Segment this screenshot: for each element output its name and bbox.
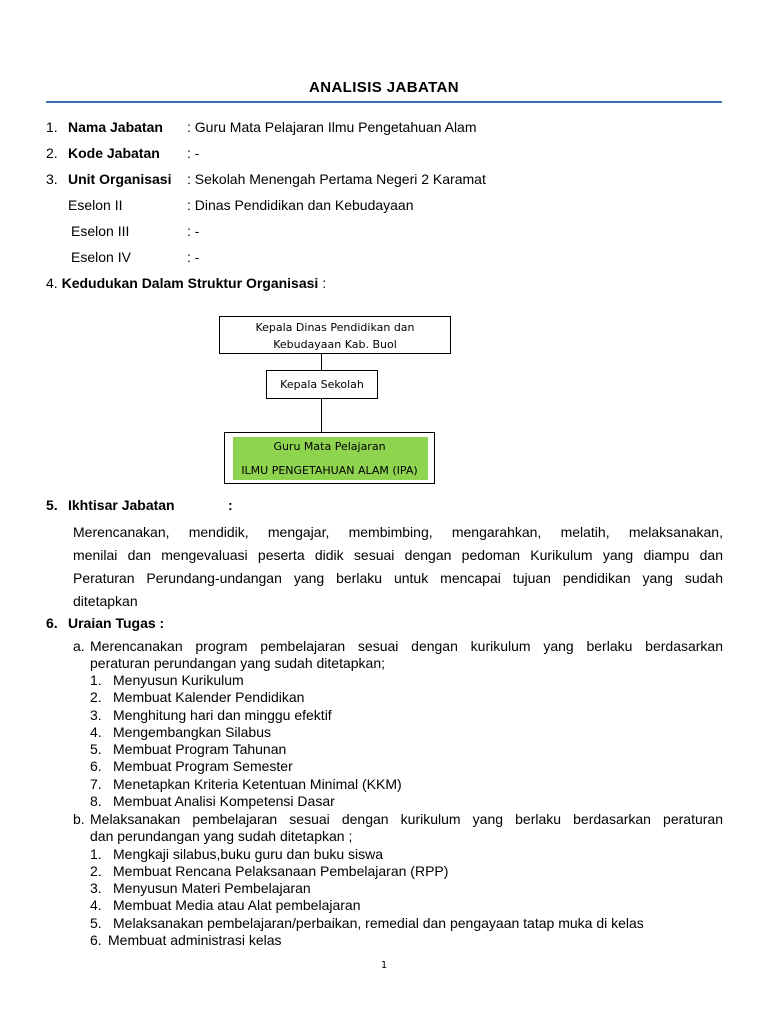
org-connector xyxy=(321,399,322,432)
section-number: 6. xyxy=(46,615,58,631)
summary-line: Merencanakan, mendidik, mengajar, membimbing, mengarahkan, melatih, melaksanakan, xyxy=(73,524,723,540)
summary-line: ditetapkan xyxy=(73,593,138,609)
list-number: 3. xyxy=(90,880,102,896)
sub-heading-line: Melaksanakan pembelajaran sesuai dengan kurikulum yang berlaku berdasarkan peraturan xyxy=(90,811,723,827)
list-item: Menyusun Materi Pembelajaran xyxy=(113,880,311,896)
list-number: 5. xyxy=(90,741,102,757)
org-box-guru xyxy=(224,432,435,484)
field-label-unit-organisasi: Unit Organisasi xyxy=(68,171,172,187)
list-item: Membuat Program Semester xyxy=(113,758,293,774)
section-number: 5. xyxy=(46,497,58,513)
eselon-value: : Dinas Pendidikan dan Kebudayaan xyxy=(187,197,414,213)
list-number: 2. xyxy=(90,863,102,879)
list-number: 8. xyxy=(90,793,102,809)
section-label: Ikhtisar Jabatan xyxy=(68,497,175,513)
list-number: 3. xyxy=(90,707,102,723)
list-item: Membuat Program Tahunan xyxy=(113,741,287,757)
list-item: Melaksanakan pembelajaran/perbaikan, remedial dan pengayaan tatap muka di kelas xyxy=(113,915,644,931)
org-box-text: Kepala Dinas Pendidikan dan xyxy=(255,321,415,334)
field-value-unit-organisasi: : Sekolah Menengah Pertama Negeri 2 Karamat xyxy=(187,171,486,187)
section-4-heading xyxy=(46,275,326,291)
field-number: 2. xyxy=(46,145,58,161)
eselon-label: Eselon III xyxy=(71,223,130,239)
summary-line: Peraturan Perundang-undangan yang berlaku untuk mencapai tujuan pendidikan yang sudah xyxy=(73,570,723,586)
field-value-kode-jabatan: : - xyxy=(187,145,200,161)
section-label: Kedudukan Dalam Struktur Organisasi xyxy=(61,275,319,291)
org-box-kepala-dinas xyxy=(219,316,451,354)
list-number: 7. xyxy=(90,776,102,792)
list-number: 1. xyxy=(90,846,102,862)
field-number: 3. xyxy=(46,171,58,187)
sub-heading-line: peraturan perundangan yang sudah ditetapkan; xyxy=(90,655,386,671)
list-item: Mengkaji silabus,buku guru dan buku siswa xyxy=(113,846,384,862)
org-connector xyxy=(321,354,322,370)
list-item: Membuat Media atau Alat pembelajaran xyxy=(113,897,361,913)
page-number: 1 xyxy=(380,960,388,971)
org-box-text: Kebudayaan Kab. Buol xyxy=(273,338,397,351)
list-item: Membuat Rencana Pelaksanaan Pembelajaran (RPP) xyxy=(113,863,449,879)
list-number: 1. xyxy=(90,672,102,688)
list-number: 4. xyxy=(90,724,102,740)
title-underline xyxy=(46,101,722,103)
list-item: Mengembangkan Silabus xyxy=(113,724,271,740)
list-number: 6. xyxy=(90,758,102,774)
field-label-kode-jabatan: Kode Jabatan xyxy=(68,145,160,161)
sub-heading-line: dan perundangan yang sudah ditetapkan ; xyxy=(90,828,353,844)
section-colon: : xyxy=(318,275,327,291)
eselon-label: Eselon IV xyxy=(71,249,131,265)
org-box-text: Guru Mata Pelajaran xyxy=(273,440,386,453)
list-item: Menetapkan Kriteria Ketentuan Minimal (KKM) xyxy=(113,776,402,792)
sub-marker: a. xyxy=(73,638,85,654)
list-item: Menghitung hari dan minggu efektif xyxy=(113,707,332,723)
list-item: Membuat Analisi Kompetensi Dasar xyxy=(113,793,335,809)
eselon-value: : - xyxy=(187,223,200,239)
field-number: 1. xyxy=(46,119,58,135)
section-label: Uraian Tugas : xyxy=(68,615,165,631)
sub-heading-line: Merencanakan program pembelajaran sesuai dengan kurikulum yang berlaku berdasarkan xyxy=(90,638,723,654)
field-value-nama-jabatan: : Guru Mata Pelajaran Ilmu Pengetahuan Alam xyxy=(187,119,477,135)
list-number: 4. xyxy=(90,897,102,913)
list-item: Menyusun Kurikulum xyxy=(113,672,244,688)
list-item: Membuat Kalender Pendidikan xyxy=(113,689,305,705)
eselon-label: Eselon II xyxy=(68,197,123,213)
list-item: Membuat administrasi kelas xyxy=(108,932,282,948)
eselon-value: : - xyxy=(187,249,200,265)
list-number: 5. xyxy=(90,915,102,931)
field-label-nama-jabatan: Nama Jabatan xyxy=(68,119,163,135)
section-number: 4. xyxy=(46,275,58,291)
sub-marker: b. xyxy=(73,811,85,827)
list-number: 6. xyxy=(90,932,102,948)
section-colon: : xyxy=(228,497,233,513)
document-title: ANALISIS JABATAN xyxy=(308,79,459,96)
list-number: 2. xyxy=(90,689,102,705)
org-box-text: ILMU PENGETAHUAN ALAM (IPA) xyxy=(241,464,418,477)
summary-line: menilai dan mengevaluasi peserta didik sesuai dengan pedoman Kurikulum yang diampu dan xyxy=(73,547,723,563)
org-box-kepala-sekolah: Kepala Sekolah xyxy=(266,370,378,399)
